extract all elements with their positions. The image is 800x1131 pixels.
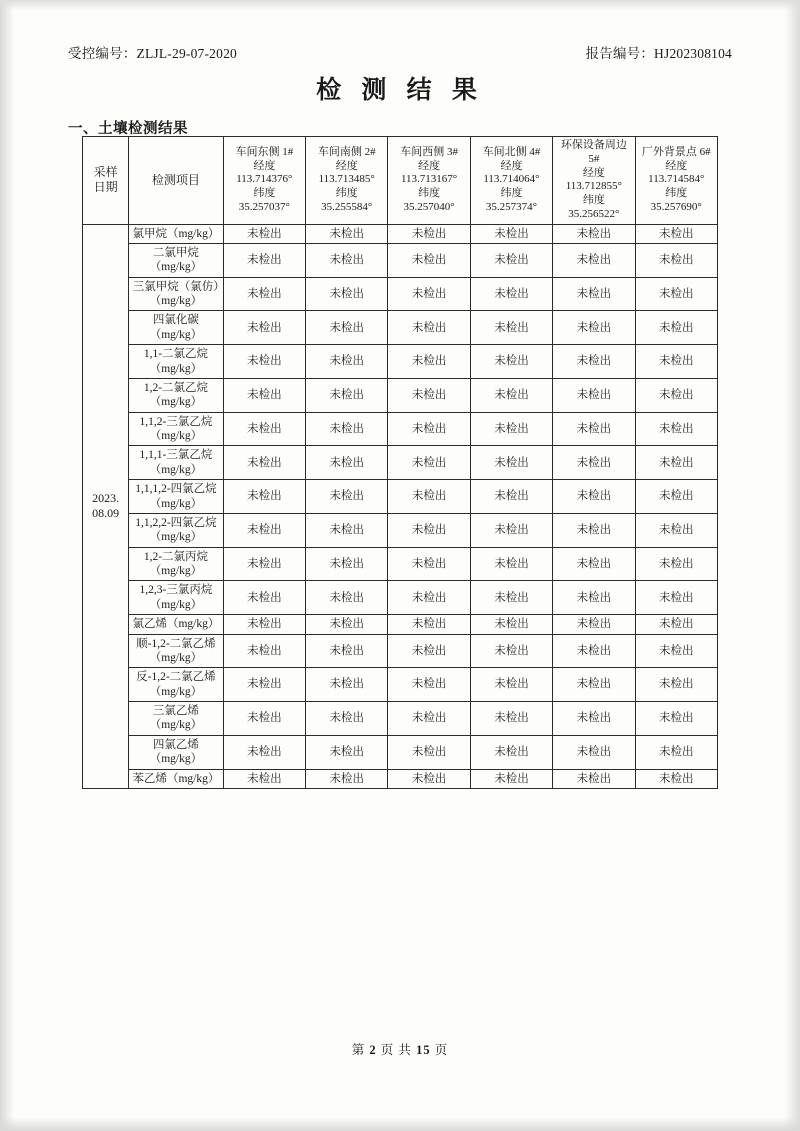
result-value: 未检出 [223, 243, 305, 277]
site-3-name: 车间西侧 3# [400, 145, 458, 158]
table-row [83, 412, 718, 446]
result-value: 未检出 [223, 311, 305, 345]
result-value: 未检出 [388, 769, 470, 788]
result-value: 未检出 [223, 615, 305, 634]
col-header-sample-date-line2: 日期 [93, 180, 118, 195]
result-value: 未检出 [388, 513, 470, 547]
result-value: 未检出 [635, 412, 717, 446]
result-value: 未检出 [388, 615, 470, 634]
result-value: 未检出 [306, 412, 388, 446]
result-value: 未检出 [306, 615, 388, 634]
result-value: 未检出 [306, 702, 388, 736]
site-2-name: 车间南侧 2# [317, 145, 376, 158]
site-1-lon-label: 经度 [253, 159, 276, 172]
result-value: 未检出 [388, 311, 470, 345]
test-item-name: 三氯乙烯（mg/kg） [129, 702, 223, 736]
test-item-name: 1,1,2,2-四氯乙烷（mg/kg） [129, 513, 223, 547]
result-value: 未检出 [306, 769, 388, 788]
result-value: 未检出 [306, 243, 388, 277]
result-value: 未检出 [306, 224, 388, 243]
result-value: 未检出 [553, 243, 635, 277]
result-value: 未检出 [223, 634, 305, 668]
table-row [83, 446, 718, 480]
footer-page-number: 2 [369, 1043, 377, 1057]
table-row [83, 243, 718, 277]
site-3-lat-label: 纬度 [418, 187, 441, 200]
site-4-lon: 113.714064° [483, 173, 540, 186]
page-edge-shadow-top [0, 0, 800, 10]
site-1-name: 车间东侧 1# [235, 145, 294, 158]
sample-date-line2: 08.09 [92, 506, 120, 521]
result-value: 未检出 [306, 668, 388, 702]
result-value: 未检出 [635, 615, 717, 634]
test-item-name: 四氯化碳（mg/kg） [129, 311, 223, 345]
result-value: 未检出 [470, 345, 552, 379]
page-edge-shadow-right [784, 0, 800, 1131]
result-value: 未检出 [306, 378, 388, 412]
result-value: 未检出 [470, 446, 552, 480]
table-row [83, 378, 718, 412]
result-value: 未检出 [553, 480, 635, 514]
col-header-site-2 [306, 137, 388, 225]
result-value: 未检出 [306, 345, 388, 379]
result-value: 未检出 [470, 378, 552, 412]
result-value: 未检出 [553, 668, 635, 702]
result-value: 未检出 [388, 243, 470, 277]
col-header-sample-date-line1: 采样 [93, 165, 118, 180]
result-value: 未检出 [635, 480, 717, 514]
page-edge-shadow-left [0, 0, 14, 1131]
result-value: 未检出 [635, 311, 717, 345]
result-value: 未检出 [470, 513, 552, 547]
result-value: 未检出 [553, 446, 635, 480]
result-value: 未检出 [306, 277, 388, 311]
footer-middle: 页 共 [380, 1043, 412, 1057]
site-6-lon: 113.714584° [648, 173, 705, 186]
page-footer [0, 1040, 800, 1058]
result-value: 未检出 [635, 668, 717, 702]
test-item-name: 顺-1,2-二氯乙烯（mg/kg） [129, 634, 223, 668]
result-value: 未检出 [470, 311, 552, 345]
result-value: 未检出 [306, 581, 388, 615]
site-5-lat: 35.256522° [568, 207, 620, 220]
result-value: 未检出 [388, 581, 470, 615]
result-value: 未检出 [223, 668, 305, 702]
test-item-name: 1,1-二氯乙烷（mg/kg） [129, 345, 223, 379]
result-value: 未检出 [388, 345, 470, 379]
test-item-name: 1,1,1-三氯乙烷（mg/kg） [129, 446, 223, 480]
table-row [83, 702, 718, 736]
result-value: 未检出 [635, 702, 717, 736]
result-value: 未检出 [470, 581, 552, 615]
result-value: 未检出 [223, 581, 305, 615]
site-2-lon: 113.713485° [318, 173, 375, 186]
soil-test-results-table [82, 136, 718, 789]
site-3-lat: 35.257040° [403, 200, 455, 213]
result-value: 未检出 [223, 480, 305, 514]
result-value: 未检出 [635, 378, 717, 412]
result-value: 未检出 [388, 634, 470, 668]
control-number: 受控编号：ZLJL-29-07-2020 [68, 46, 237, 61]
table-row [83, 634, 718, 668]
result-value: 未检出 [470, 547, 552, 581]
sample-date-cell [83, 224, 129, 788]
site-2-lon-label: 经度 [335, 159, 358, 172]
result-value: 未检出 [223, 378, 305, 412]
site-4-lon-label: 经度 [500, 159, 523, 172]
result-value: 未检出 [635, 634, 717, 668]
site-5-lat-label: 纬度 [582, 194, 605, 206]
result-value: 未检出 [553, 702, 635, 736]
site-4-name: 车间北侧 4# [482, 145, 541, 158]
test-item-name: 1,2,3-三氯丙烷（mg/kg） [129, 581, 223, 615]
site-2-lat-label: 纬度 [335, 187, 358, 200]
result-value: 未检出 [223, 735, 305, 769]
result-value: 未检出 [388, 668, 470, 702]
result-value: 未检出 [470, 702, 552, 736]
result-value: 未检出 [553, 378, 635, 412]
test-item-name: 四氯乙烯（mg/kg） [129, 735, 223, 769]
result-value: 未检出 [306, 634, 388, 668]
result-value: 未检出 [553, 224, 635, 243]
result-value: 未检出 [553, 277, 635, 311]
col-header-site-3 [388, 137, 470, 225]
result-value: 未检出 [223, 446, 305, 480]
footer-prefix: 第 [351, 1043, 366, 1057]
test-item-name: 二氯甲烷（mg/kg） [129, 243, 223, 277]
result-value: 未检出 [635, 547, 717, 581]
site-1-lat-label: 纬度 [253, 187, 276, 200]
result-value: 未检出 [306, 513, 388, 547]
site-5-lon: 113.712855° [565, 180, 622, 193]
test-item-name: 氯乙烯（mg/kg） [129, 615, 223, 634]
table-row [83, 513, 718, 547]
section-title: 一、土壤检测结果 [68, 121, 188, 137]
result-value: 未检出 [635, 513, 717, 547]
col-header-sample-date [83, 137, 129, 225]
test-item-name: 反-1,2-二氯乙烯（mg/kg） [129, 668, 223, 702]
result-value: 未检出 [388, 224, 470, 243]
result-value: 未检出 [306, 311, 388, 345]
result-value: 未检出 [223, 345, 305, 379]
test-item-name: 1,2-二氯乙烷（mg/kg） [129, 378, 223, 412]
result-value: 未检出 [223, 224, 305, 243]
result-value: 未检出 [388, 702, 470, 736]
table-row [83, 311, 718, 345]
col-header-site-1 [223, 137, 305, 225]
result-value: 未检出 [470, 615, 552, 634]
site-4-lat-label: 纬度 [500, 187, 523, 200]
site-5-name: 环保设备周边 5# [560, 139, 627, 165]
page-title: 检 测 结 果 [316, 77, 484, 104]
result-value: 未检出 [470, 668, 552, 702]
test-item-name: 氯甲烷（mg/kg） [129, 224, 223, 243]
site-1-lon: 113.714376° [236, 173, 293, 186]
footer-suffix: 页 [434, 1043, 449, 1057]
result-value: 未检出 [223, 769, 305, 788]
result-value: 未检出 [553, 581, 635, 615]
result-value: 未检出 [470, 480, 552, 514]
result-value: 未检出 [635, 224, 717, 243]
page-edge-shadow-bottom [0, 1117, 800, 1131]
site-3-lon: 113.713167° [400, 173, 458, 186]
footer-total-pages: 15 [416, 1043, 431, 1057]
col-header-site-5 [553, 137, 635, 225]
site-3-lon-label: 经度 [418, 159, 441, 172]
result-value: 未检出 [306, 446, 388, 480]
result-value: 未检出 [223, 277, 305, 311]
site-6-name: 厂外背景点 6# [641, 145, 711, 158]
result-value: 未检出 [306, 547, 388, 581]
result-value: 未检出 [553, 513, 635, 547]
test-item-name: 1,2-二氯丙烷（mg/kg） [129, 547, 223, 581]
result-value: 未检出 [388, 735, 470, 769]
result-value: 未检出 [635, 345, 717, 379]
result-value: 未检出 [470, 769, 552, 788]
table-row [83, 224, 718, 243]
result-value: 未检出 [635, 735, 717, 769]
result-value: 未检出 [388, 547, 470, 581]
result-value: 未检出 [223, 547, 305, 581]
table-row [83, 480, 718, 514]
result-value: 未检出 [306, 480, 388, 514]
result-value: 未检出 [635, 243, 717, 277]
result-value: 未检出 [553, 735, 635, 769]
test-item-name: 苯乙烯（mg/kg） [129, 769, 223, 788]
result-value: 未检出 [635, 581, 717, 615]
table-row [83, 581, 718, 615]
result-value: 未检出 [388, 446, 470, 480]
result-value: 未检出 [223, 412, 305, 446]
result-value: 未检出 [553, 345, 635, 379]
table-row [83, 615, 718, 634]
table-row [83, 769, 718, 788]
result-value: 未检出 [388, 378, 470, 412]
site-1-lat: 35.257037° [238, 200, 290, 213]
site-6-lat-label: 纬度 [665, 187, 688, 200]
result-value: 未检出 [553, 311, 635, 345]
result-value: 未检出 [470, 277, 552, 311]
site-2-lat: 35.255584° [321, 200, 373, 213]
result-value: 未检出 [223, 702, 305, 736]
table-row [83, 668, 718, 702]
test-item-name: 三氯甲烷（氯仿）（mg/kg） [129, 277, 223, 311]
site-5-lon-label: 经度 [582, 166, 605, 179]
test-item-name: 1,1,1,2-四氯乙烷（mg/kg） [129, 480, 223, 514]
table-header-row [83, 137, 718, 225]
col-header-site-6 [635, 137, 717, 225]
col-header-test-item: 检测项目 [129, 137, 223, 225]
result-value: 未检出 [470, 634, 552, 668]
result-value: 未检出 [388, 480, 470, 514]
result-value: 未检出 [470, 735, 552, 769]
result-value: 未检出 [223, 513, 305, 547]
result-value: 未检出 [553, 769, 635, 788]
site-6-lon-label: 经度 [665, 159, 688, 172]
test-item-name: 1,1,2-三氯乙烷（mg/kg） [129, 412, 223, 446]
result-value: 未检出 [388, 277, 470, 311]
result-value: 未检出 [470, 412, 552, 446]
result-value: 未检出 [553, 615, 635, 634]
result-value: 未检出 [553, 412, 635, 446]
result-value: 未检出 [553, 547, 635, 581]
result-value: 未检出 [553, 634, 635, 668]
site-6-lat: 35.257690° [650, 200, 702, 213]
table-row [83, 735, 718, 769]
result-value: 未检出 [306, 735, 388, 769]
col-header-site-4 [470, 137, 552, 225]
page-header [68, 42, 732, 62]
report-number: 报告编号：HJ202308104 [585, 46, 732, 61]
table-row [83, 345, 718, 379]
result-value: 未检出 [388, 412, 470, 446]
table-row [83, 277, 718, 311]
result-value: 未检出 [635, 277, 717, 311]
sample-date-line1: 2023. [92, 491, 120, 506]
table-row [83, 547, 718, 581]
site-4-lat: 35.257374° [485, 200, 538, 213]
result-value: 未检出 [470, 243, 552, 277]
result-value: 未检出 [635, 769, 717, 788]
result-value: 未检出 [635, 446, 717, 480]
result-value: 未检出 [470, 224, 552, 243]
